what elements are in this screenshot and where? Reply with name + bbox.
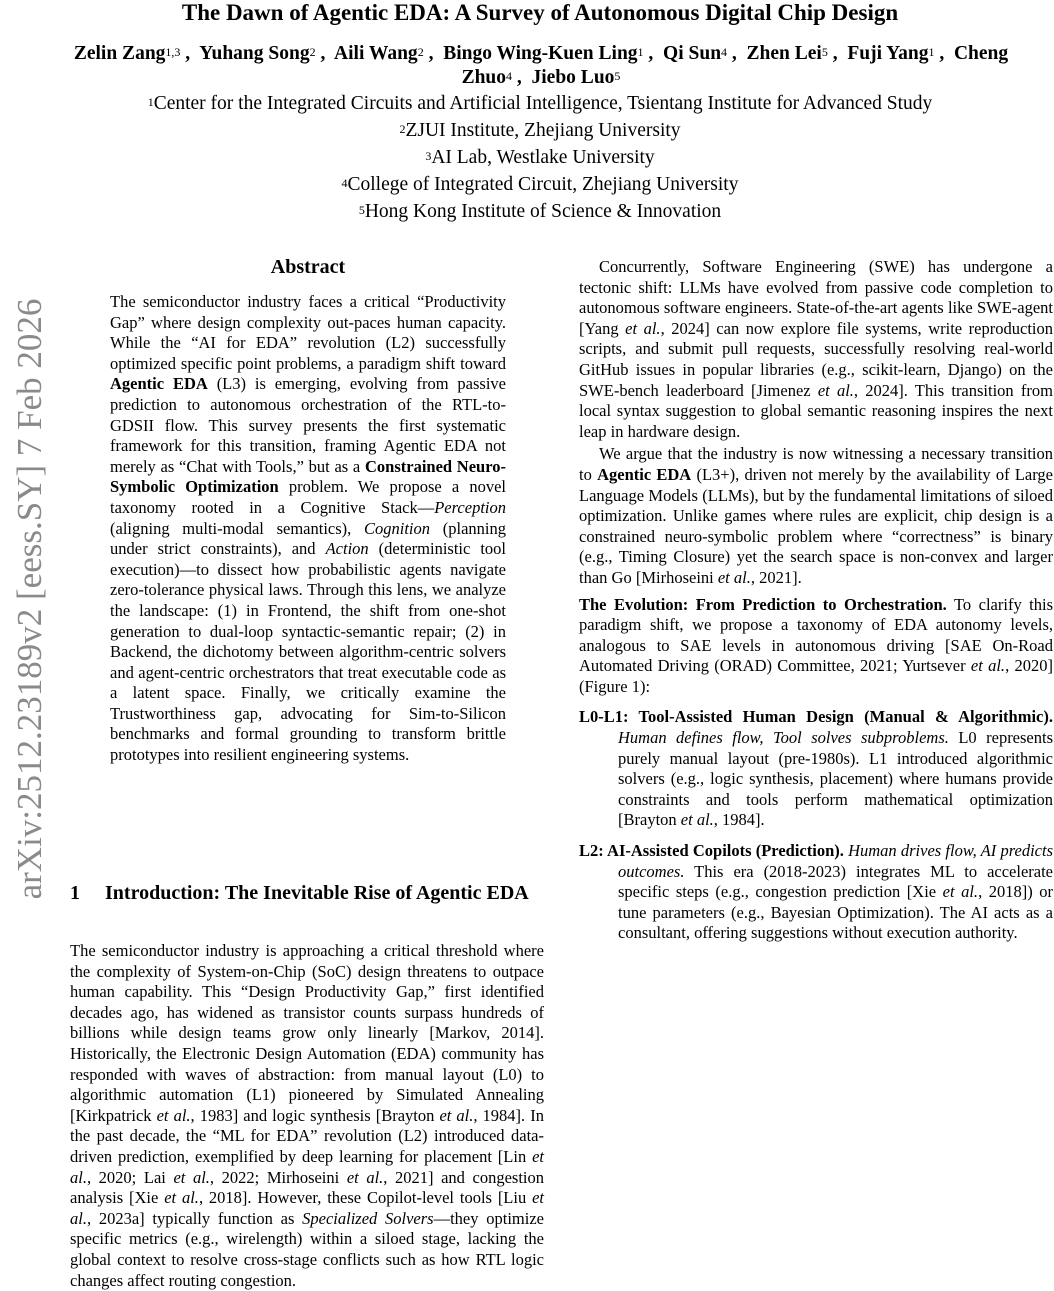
text-run: et al.	[156, 1105, 191, 1125]
text-run: The semiconductor industry faces a critical “Productivity Gap” where design complexity out-paces human capacity. While the “AI for EDA” revolution (L2) successfully optimized specific point problems, a paradigm shift toward	[110, 292, 506, 373]
author-affiliation-mark: 2	[417, 45, 424, 59]
text-run: Specialized Solvers	[302, 1208, 434, 1228]
author	[532, 67, 621, 88]
text-run: , 2018]) or tune parameters (e.g., Bayesian Optimization). The AI acts as a consultant, offering suggestions without execution authority.	[618, 882, 1053, 943]
affiliation	[0, 200, 1054, 224]
text-run: Agentic EDA	[597, 464, 692, 484]
text-run: (deterministic tool execution)—to dissect how probabilistic agents navigate zero-tolerance physical laws. Through this lens, we analyze the landscape: (1) in Frontend, the shift from one-shot generation to dual-loop syntactic-semantic repair; (2) in Backend, the dichotomy between algorithm-centric solvers and agent-centric orchestrators that treat executable code as a latent space. Finally, we critically examine the Trustworthiness gap, advocating for Sim-to-Silicon benchmarks and formal grounding to transform brittle prototypes into resilient engineering systems.	[110, 539, 506, 765]
affiliation-number: 5	[358, 203, 365, 217]
author	[847, 43, 934, 64]
text-run: et al.	[942, 882, 979, 902]
text-run: et al.	[164, 1188, 199, 1208]
autonomy-level-label: L0-L1: Tool-Assisted Human Design (Manual & Algorithmic).	[579, 707, 1053, 727]
author-affiliation-mark: 1	[928, 45, 935, 59]
text-run: , 1984]. In the past decade, the “ML for EDA” revolution (L2) introduced data-driven prediction, exemplified by deep learning for placement [Lin	[70, 1105, 544, 1166]
text-run: Perception	[434, 497, 506, 517]
author-affiliation-mark: 2	[309, 45, 316, 59]
author	[443, 43, 643, 64]
text-run: (L3+), driven not merely by the availability of Large Language Models (LLMs), but by the fundamental limitations of siloed optimization. Unlike games where rules are explicit, chip design is a constrained neuro-symbolic problem where “correctness” is binary (e.g., Timing Closure) yet the search space is non-convex and larger than Go [Mirhoseini	[579, 464, 1053, 587]
affiliation-number: 2	[399, 122, 406, 136]
text-run: Cognition	[364, 518, 431, 538]
affiliation-text: AI Lab, Westlake University	[431, 147, 655, 168]
affiliation-text: Hong Kong Institute of Science & Innovation	[364, 201, 722, 222]
section-heading	[70, 880, 550, 907]
right-column	[579, 257, 1053, 944]
section-title: Introduction: The Inevitable Rise of Agentic EDA	[105, 882, 529, 904]
author	[663, 43, 727, 64]
text-run: Human drives flow, AI predicts outcomes.	[618, 841, 1053, 881]
text-run: —they optimize specific metrics (e.g., wirelength) within a siloed stage, lacking the global context to resolve cross-stage conflicts such as how RTL logic changes affect routing congestion.	[70, 1208, 544, 1290]
text-run: et al.	[717, 567, 751, 587]
author-name: Fuji Yang	[847, 43, 929, 64]
intro-paragraph-2	[579, 257, 1053, 442]
text-run: et al.	[439, 1105, 474, 1125]
author-name: Qi Sun	[663, 43, 722, 64]
intro-paragraph-3	[579, 444, 1053, 588]
affiliation	[0, 146, 1054, 170]
author-list: Zelin Zang$^{1,3}$ , Yuhang Song$^2$ , Aili Wang$^2$ , Bingo Wing-Kuen Ling$^1$ , Qi Sun$^4$ , Zhen Lei$^5$ , Fuji Yang$^1$ , Cheng Zhuo$^4$ , Jiebo Luo$^5$	[73, 43, 1009, 88]
text-run: , 2018]. However, these Copilot-level tools [Liu	[198, 1188, 533, 1208]
intro-paragraph-4	[579, 595, 1053, 698]
abstract-body	[110, 292, 506, 766]
text-run: The Evolution: From Prediction to Orchestration.	[579, 594, 947, 614]
author-affiliation-mark: 1,3	[165, 45, 181, 59]
affiliation-text: College of Integrated Circuit, Zhejiang University	[347, 174, 739, 195]
abstract-heading: Abstract	[270, 256, 346, 278]
text-run: Concurrently, Software Engineering (SWE) has undergone a tectonic shift: LLMs have evolved from passive code completion to autonomous software engineers. State-of-the-art agents like SWE-agent [Yang	[579, 257, 1053, 338]
affiliation-number: 4	[341, 176, 348, 190]
text-run: , 2021] and congestion analysis [Xie	[70, 1167, 545, 1208]
affiliation-text: Center for the Integrated Circuits and Artificial Intelligence, Tsientang Institute for Advanced Study	[153, 93, 933, 114]
author-affiliation-mark: 4	[721, 45, 728, 59]
text-run: , 2020] (Figure 1):	[579, 656, 1053, 696]
text-run: , 2020; Lai	[86, 1167, 174, 1187]
text-run: problem. We propose a novel taxonomy rooted in a Cognitive Stack—	[110, 477, 506, 517]
text-run: The semiconductor industry is approaching a critical threshold where the complexity of System-on-Chip (SoC) design threatens to outpace human capability. This “Design Productivity Gap,” first identified decades ago, has widened as transistor counts surpass hundreds of billions while design teams grow only linearly [Markov, 2014]. Historically, the Electronic Design Automation (EDA) community has responded with waves of abstraction: from manual layout (L0) to algorithmic automation (L1) pioneered by Simulated Annealing [Kirkpatrick	[70, 941, 544, 1125]
text-run: This era (2018-2023) integrates ML to accelerate specific steps (e.g., congestion prediction [Xie	[618, 861, 1053, 902]
paper-title: The Dawn of Agentic EDA: A Survey of Autonomous Digital Chip Design	[181, 0, 899, 25]
section-number: 1	[70, 882, 80, 904]
author-name: Cheng Zhuo	[461, 43, 1009, 88]
text-run: et al.	[680, 810, 714, 830]
affiliation	[0, 92, 1054, 116]
author-name: Aili Wang	[334, 43, 418, 64]
text-run: To clarify this paradigm shift, we propose a taxonomy of EDA autonomy levels, analogous to SAE levels in autonomous driving [SAE On-Road Automated Driving (ORAD) Committee, 2021; Yurtsever	[579, 594, 1054, 676]
text-run: L0 represents purely manual layout (pre-1980s). L1 introduced algorithmic solvers (e.g., logic synthesis, placement) where humans provide constraints and tools perform mathematical optimization [Brayton	[618, 728, 1054, 830]
autonomy-level-item	[579, 707, 1053, 831]
author	[334, 43, 424, 64]
affiliation-text: ZJUI Institute, Zhejiang University	[405, 120, 681, 141]
text-run: et al.	[970, 656, 1006, 676]
author	[199, 43, 315, 64]
text-run: , 2021].	[750, 567, 802, 587]
affiliation	[0, 173, 1054, 197]
autonomy-level-item	[579, 841, 1053, 944]
author	[74, 43, 181, 64]
text-run: Action	[325, 539, 369, 559]
text-run: , 2023a] typically function as	[86, 1208, 303, 1228]
author-name: Bingo Wing-Kuen Ling	[443, 43, 638, 64]
author-affiliation-mark: 5	[821, 45, 828, 59]
text-run: et al.	[625, 318, 661, 338]
intro-paragraph-1	[70, 941, 544, 1291]
author-name: Jiebo Luo	[531, 67, 615, 88]
text-run: et al.	[70, 1188, 545, 1228]
text-run: et al.	[70, 1146, 544, 1187]
autonomy-levels	[579, 707, 1053, 944]
text-run: Human defines flow, Tool solves subproblems.	[618, 728, 949, 748]
affiliation-number: 1	[147, 95, 154, 109]
author-name: Zelin Zang	[73, 43, 166, 64]
text-run: et al.	[173, 1167, 210, 1187]
author	[747, 43, 828, 64]
text-run: et al.	[346, 1167, 384, 1187]
text-run: We argue that the industry is now witnessing a necessary transition to	[579, 444, 1053, 484]
text-run: Constrained Neuro-Symbolic Optimization	[110, 456, 506, 497]
author-affiliation-mark: 4	[506, 69, 513, 83]
text-run: , 2022; Mirhoseini	[209, 1167, 347, 1187]
arxiv-identifier: arXiv:2512.23189v2 [eess.SY] 7 Feb 2026	[10, 298, 49, 900]
author-affiliation-mark: 5	[614, 69, 621, 83]
author-name: Zhen Lei	[746, 43, 822, 64]
text-run: Agentic EDA	[110, 374, 208, 394]
text-run: (planning under strict constraints), and	[110, 518, 506, 559]
autonomy-level-label: L2: AI-Assisted Copilots (Prediction).	[579, 841, 849, 861]
affiliation-number: 3	[425, 149, 432, 163]
text-run: , 1984].	[713, 810, 765, 830]
text-run: , 2024] can now explore file systems, write reproduction scripts, and submit pull requests, successfully resolving real-world GitHub issues in popular libraries (e.g., scikit-learn, Django) on the SWE-bench leaderboard [Jimenez	[579, 318, 1053, 400]
text-run: , 2024]. This transition from local syntax suggestion to global semantic reasoning inspires the next leap in hardware design.	[579, 380, 1053, 441]
text-run: (aligning multi-modal semantics),	[110, 518, 364, 538]
author-affiliation-mark: 1	[637, 45, 644, 59]
author-name: Yuhang Song	[199, 43, 310, 64]
affiliation	[0, 119, 1054, 143]
text-run: , 1983] and logic synthesis [Brayton	[190, 1105, 440, 1125]
text-run: et al.	[817, 380, 854, 400]
text-run: (L3) is emerging, evolving from passive prediction to autonomous orchestration of the RTL-to-GDSII flow. This survey presents the first systematic framework for this transition, framing Agentic EDA not merely as “Chat with Tools,” but as a	[110, 374, 506, 476]
